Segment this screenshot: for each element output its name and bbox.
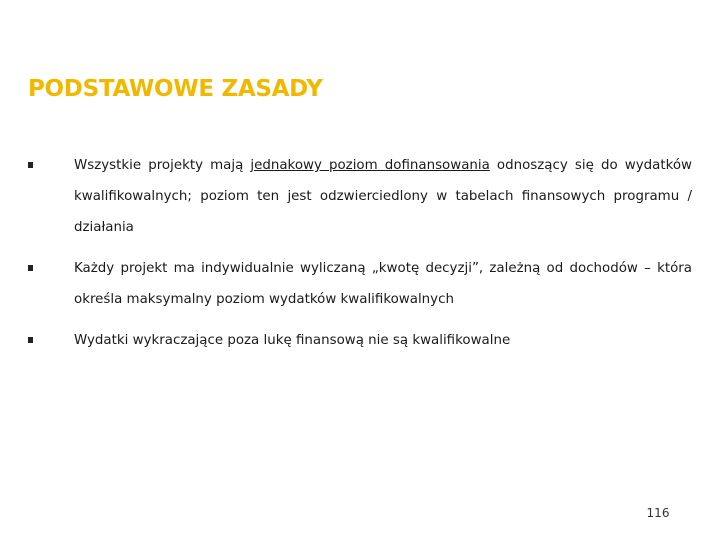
square-bullet-icon bbox=[28, 162, 33, 168]
slide-title: PODSTAWOWE ZASADY bbox=[28, 76, 323, 102]
bullet-text-rest: odnoszący się do wydatków kwalifikowalnych; poziom ten jest odzwierciedlony w tabelach finansowych programu / działania bbox=[74, 158, 692, 235]
page-number: 116 bbox=[646, 506, 670, 520]
bullet-item-decision-amount bbox=[28, 253, 692, 315]
bullet-text: Wydatki wykraczające poza lukę finansową nie są kwalifikowalne bbox=[74, 333, 511, 348]
square-bullet-icon bbox=[28, 337, 33, 343]
bullet-text: Każdy projekt ma indywidualnie wyliczaną „kwotę decyzji”, zależną od dochodów – która określa maksymalny poziom wydatków kwalifikowalnych bbox=[74, 261, 692, 307]
bullet-list bbox=[28, 150, 692, 366]
bullet-item-equal-cofinancing bbox=[28, 150, 692, 243]
bullet-text-lead: Wszystkie projekty mają bbox=[74, 158, 251, 173]
bullet-item-financial-gap bbox=[28, 325, 692, 356]
bullet-text-underlined: jednakowy poziom dofinansowania bbox=[250, 158, 490, 173]
square-bullet-icon bbox=[28, 265, 33, 271]
